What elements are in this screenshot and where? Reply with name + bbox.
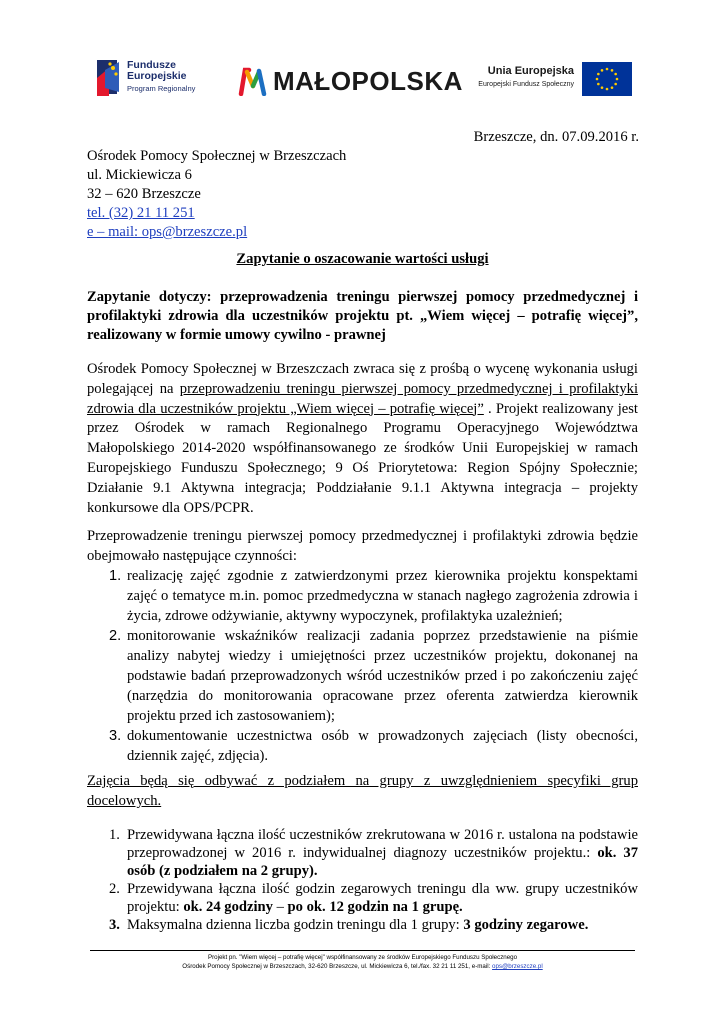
malopolska-m-icon (237, 66, 269, 96)
detail-text: Przewidywana łączna ilość uczestników zrekrutowana w 2016 r. ustalona na podstawie przeprowadzonej w 2016 r. indywidualnej diagnozy uczestników projektu.: (127, 827, 638, 861)
footer-project-line: Projekt pn. "Wiem więcej – potrafię więcej" współfinansowany ze środków Europejskiego Funduszu Społecznego (207, 954, 518, 961)
detail-bold: ok. 24 godziny (183, 899, 273, 915)
eu-flag-icon (582, 62, 632, 96)
detail-number: 1. (109, 827, 120, 843)
detail-item (87, 826, 638, 880)
detail-item (87, 880, 638, 916)
paragraph-activities-intro: Przeprowadzenie treningu pierwszej pomocy przedmedycznej i profilaktyki zdrowia będzie obejmowało następujące czynności: (87, 528, 638, 564)
address-street: ul. Mickiewicza 6 (87, 167, 192, 183)
activity-text: dokumentowanie uczestnictwa osób w prowadzonych zajęciach (listy obecności, dziennik zajęć, zdjęcia). (127, 728, 638, 764)
phone-link[interactable]: tel. (32) 21 11 251 (87, 205, 195, 221)
detail-item (87, 916, 638, 934)
eu-logo (472, 62, 632, 98)
subject: Zapytanie dotyczy: przeprowadzenia treningu pierwszej pomocy przedmedycznej i profilaktyki zdrowia dla uczestników projektu pt. „Wiem więcej – potrafię więcej”, realizowany w formie umowy cywilno - prawnej (87, 289, 638, 343)
detail-bold: ok. 37 osób (z podziałem na 2 grupy). (127, 845, 639, 879)
fundusze-europejskie-logo (95, 58, 220, 100)
detail-number: 3. (109, 917, 120, 933)
eu-star-icon (616, 78, 619, 81)
footer-address-line (60, 962, 665, 971)
eu-logo-title: Unia Europejska (487, 65, 574, 77)
footer-address-text: Ośrodek Pomocy Społecznej w Brzeszczach, 32-620 Brzeszcze, ul. Mickiewicza 6, tel./fax. 32 21 11 251, e-mail: (182, 963, 493, 970)
activity-number: 1. (109, 568, 122, 584)
fe-logo-icon (95, 58, 121, 98)
eu-star-icon (611, 86, 614, 89)
fe-logo-line3: Program Regionalny (127, 84, 196, 93)
eu-star-icon (614, 73, 617, 76)
eu-logo-subtitle: Europejski Fundusz Społeczny (478, 81, 574, 88)
address-block (87, 147, 346, 242)
details-list (87, 826, 638, 934)
document-title: Zapytanie o oszacowanie wartości usługi (236, 251, 489, 267)
eu-star-icon (611, 69, 614, 72)
fe-logo-line2: Europejskie (127, 70, 187, 82)
footer (60, 953, 665, 971)
activity-item (87, 626, 638, 726)
email-link[interactable]: e – mail: ops@brzeszcze.pl (87, 224, 248, 240)
groups-note: Zajęcia będą się odbywać z podziałem na grupy z uwzględnieniem specyfiki grup docelowych. (87, 773, 638, 809)
fe-logo-line1: Fundusze (127, 59, 176, 71)
eu-star-icon (601, 86, 604, 89)
activity-number: 3. (109, 728, 122, 744)
para1-underlined: przeprowadzeniu treningu pierwszej pomocy przedmedycznej i profilaktyki zdrowia dla uczestników projektu „Wiem więcej – potrafię więcej” (87, 380, 639, 417)
address-org: Ośrodek Pomocy Społecznej w Brzeszczach (87, 148, 347, 164)
eu-star-icon (597, 83, 600, 86)
detail-bold-2: po ok. 12 godzin na 1 grupę. (287, 899, 463, 915)
eu-star-icon (606, 88, 609, 91)
activity-item (87, 566, 638, 626)
activities-list (87, 566, 638, 766)
activity-text: monitorowanie wskaźników realizacji zadania poprzez przedstawienie na piśmie analizy nabytej wiedzy i umiejętności przez uczestników projektu, dokonanej na podstawie badań przeprowadzonych wśród uczestników przed i po zakończeniu zajęć (narzędzia do monitorowania opracowane przez oferenta zatwierdza kierownik projektu przed ich zastosowaniem); (127, 628, 638, 724)
eu-star-icon (601, 69, 604, 72)
eu-star-icon (606, 68, 609, 71)
activity-number: 2. (109, 628, 122, 644)
detail-text: Przewidywana łączna ilość godzin zegarowych treningu dla ww. grupy uczestników projektu: (127, 881, 638, 915)
eu-star-icon (596, 78, 599, 81)
eu-star-icon (597, 73, 600, 76)
footer-email-link[interactable]: ops@brzeszcze.pl (492, 963, 543, 970)
activity-text: realizację zajęć zgodnie z zatwierdzonymi przez kierownika projektu konspektami zajęć o tematyce m.in. pomoc przedmedyczna w stanach nagłego zagrożenia zdrowia i życia, zdrowe odżywianie, aktywny wypoczynek, profilaktyka uzależnień; (127, 568, 638, 624)
footer-divider (90, 950, 635, 951)
para1-end: . Projekt realizowany jest przez Ośrodek w ramach Regionalnego Programu Operacyjnego Województwa Małopolskiego 2014-2020 współfinansowanego ze środków Unii Europejskiej w ramach Europejskiego Funduszu Społecznego; 9 Oś Priorytetowa: Region Spójny Społecznie; Działanie 9.1 Aktywna integracja; Poddziałanie 9.1.1 Aktywna integracja – projekty konkursowe dla OPS/PCPR. (87, 400, 638, 516)
detail-text: Maksymalna dzienna liczba godzin treningu dla 1 grupy: (127, 917, 464, 933)
eu-star-icon (614, 83, 617, 86)
malopolska-logo (237, 64, 463, 98)
detail-mid: – (272, 899, 288, 915)
para1-start: Ośrodek Pomocy Społecznej w Brzeszczach zwraca się z prośbą o wycenę wykonania usługi polegającej na (87, 361, 638, 397)
detail-number: 2. (109, 881, 120, 897)
paragraph-intro (87, 360, 638, 518)
place-date: Brzeszcze, dn. 07.09.2016 r. (473, 129, 639, 145)
activity-item (87, 726, 638, 766)
address-city: 32 – 620 Brzeszcze (87, 186, 201, 202)
detail-bold: 3 godziny zegarowe. (463, 917, 589, 933)
malopolska-logo-text: MAŁOPOLSKA (273, 66, 463, 96)
